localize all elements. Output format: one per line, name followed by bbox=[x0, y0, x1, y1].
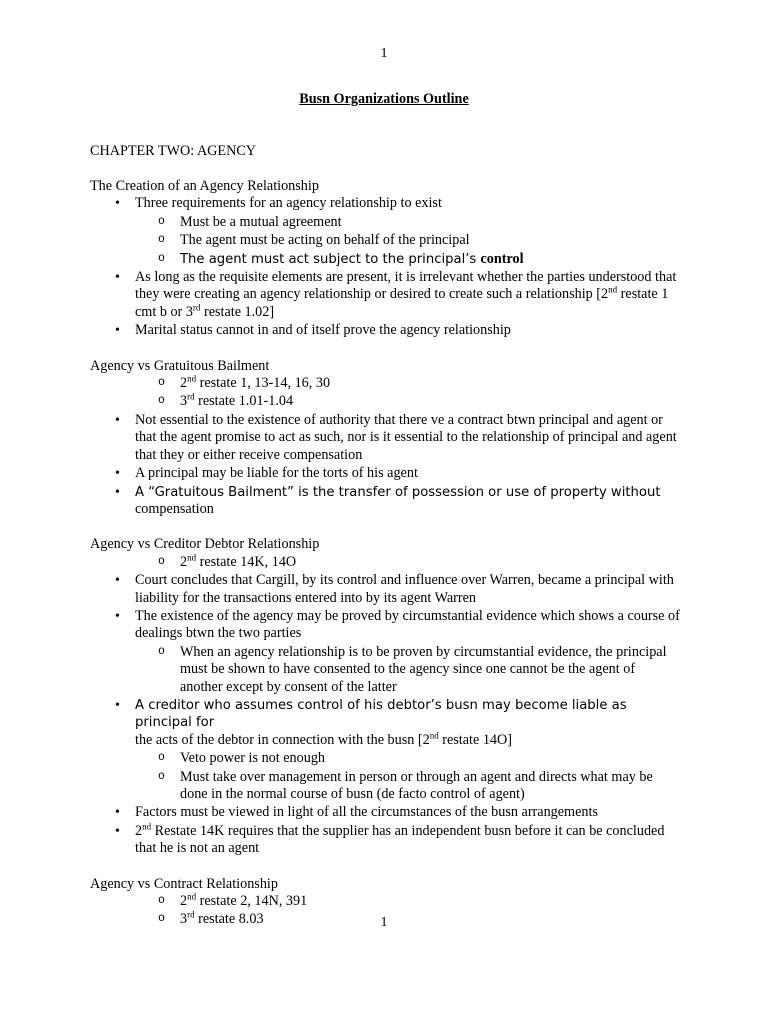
sub-list-item-text: 3 bbox=[180, 911, 188, 928]
list-item bbox=[90, 412, 680, 464]
superscript: rd bbox=[187, 909, 195, 920]
list-item-text: 2 bbox=[135, 822, 143, 839]
list-item-text: Three requirements for an agency relationship to exist bbox=[135, 195, 442, 212]
superscript: nd bbox=[429, 730, 439, 741]
superscript: nd bbox=[187, 891, 197, 902]
sub-list-item-text: restate 2, 14N, 391 bbox=[196, 893, 308, 910]
list-item-text: Factors must be viewed in light of all the circumstances of the busn arrangements bbox=[135, 804, 598, 821]
list-item-text: Marital status cannot in and of itself prove the agency relationship bbox=[135, 322, 511, 339]
sub-list-item bbox=[90, 769, 680, 804]
list-item-text: restate 14O] bbox=[438, 731, 512, 748]
page-number-bottom: 1 bbox=[380, 915, 388, 930]
section-heading-creditor-debtor: Agency vs Creditor Debtor Relationship bbox=[90, 536, 320, 553]
sub-list-item-text: 2 bbox=[180, 893, 188, 910]
sub-list-item-text: 2 bbox=[180, 553, 188, 570]
sub-list-item-text: The agent must be acting on behalf of the principal bbox=[180, 232, 470, 249]
section-heading-creation: The Creation of an Agency Relationship bbox=[90, 178, 319, 194]
list-item bbox=[90, 608, 680, 643]
superscript: nd bbox=[187, 551, 197, 562]
list-item bbox=[90, 823, 680, 858]
superscript: rd bbox=[187, 391, 195, 402]
list-item bbox=[90, 195, 680, 212]
list-item bbox=[90, 269, 680, 321]
list-item bbox=[90, 465, 680, 482]
outline-body bbox=[90, 178, 680, 930]
superscript: nd bbox=[142, 821, 152, 832]
sub-list-item bbox=[90, 375, 680, 392]
sub-list-item-text: Veto power is not enough bbox=[180, 750, 326, 767]
page-number-top: 1 bbox=[380, 46, 388, 61]
list-item bbox=[90, 322, 680, 339]
sub-list-item bbox=[90, 644, 680, 696]
chapter-heading: CHAPTER TWO: AGENCY bbox=[90, 143, 257, 159]
section-heading-bailment: Agency vs Gratuitous Bailment bbox=[90, 357, 270, 374]
list-item-text: restate 1 cmt b or 3 bbox=[135, 286, 669, 320]
list-item-text: Court concludes that Cargill, by its control and influence over Warren, became a principal with liability for the transactions entered into by its agent Warren bbox=[135, 572, 674, 606]
list-item-text: Not essential to the existence of authority that there ve a contract btwn principal and agent or that the agent promise to act as such, nor is it essential to the relationship of principal and agent that they or either receive compensation bbox=[135, 411, 677, 463]
list-item bbox=[90, 484, 680, 519]
list-item-text: compensation bbox=[135, 500, 214, 517]
sub-list-item bbox=[90, 232, 680, 249]
sub-list-item-text: 2 bbox=[180, 375, 188, 392]
section-list-creditor-debtor bbox=[90, 551, 680, 858]
section-list-bailment bbox=[90, 375, 680, 518]
sub-list-item-text: restate 8.03 bbox=[194, 911, 264, 928]
sub-list-item-text: Must take over management in person or through an agent and directs what may be done in the normal course of busn (de facto control of agent) bbox=[180, 768, 653, 802]
list-item-text: the acts of the debtor in connection with the busn [2 bbox=[135, 731, 430, 748]
sub-list-item bbox=[90, 750, 680, 767]
section-heading-contract: Agency vs Contract Relationship bbox=[90, 875, 278, 892]
list-item bbox=[90, 572, 680, 607]
sub-list-item-text: restate 14K, 14O bbox=[196, 553, 297, 570]
superscript: nd bbox=[608, 284, 618, 295]
list-item-text: A principal may be liable for the torts of his agent bbox=[135, 465, 418, 482]
sub-list-item-text: 3 bbox=[180, 393, 188, 410]
list-item-text: Restate 14K requires that the supplier has an independent busn before it can be concluded that he is not an agent bbox=[135, 822, 665, 857]
superscript: rd bbox=[192, 302, 201, 313]
sub-list-item-text: restate 1.01-1.04 bbox=[194, 393, 294, 410]
sub-list-item-text: restate 1, 13-14, 16, 30 bbox=[196, 375, 331, 392]
list-item-text: The existence of the agency may be proved by circumstantial evidence which shows a course of dealings btwn the two parties bbox=[135, 607, 680, 642]
list-item-text: restate 1.02] bbox=[200, 303, 275, 320]
sub-list-item-text: Must be a mutual agreement bbox=[180, 213, 342, 230]
emphasis-text: control bbox=[480, 250, 524, 267]
sub-list-item bbox=[90, 251, 680, 268]
list-item bbox=[90, 697, 680, 749]
list-item bbox=[90, 804, 680, 821]
list-item-text: As long as the requisite elements are present, it is irrelevant whether the parties understood that they were creating an agency relationship or desired to create such a relationship [2 bbox=[135, 269, 677, 303]
sub-list-item bbox=[90, 393, 680, 410]
list-item-text: A “Gratuitous Bailment” is the transfer of possession or use of property without bbox=[135, 484, 661, 500]
sub-list-item bbox=[90, 551, 680, 571]
list-item-text: A creditor who assumes control of his debtor’s busn may become liable as principal for bbox=[135, 697, 627, 731]
sub-list-item-text: The agent must act subject to the principal’s bbox=[180, 251, 481, 267]
superscript: nd bbox=[187, 373, 197, 384]
section-list-creation bbox=[90, 195, 680, 339]
document-title: Busn Organizations Outline bbox=[299, 91, 469, 107]
sub-list-item bbox=[90, 893, 680, 910]
sub-list-item bbox=[90, 214, 680, 231]
sub-list-item-text: When an agency relationship is to be proven by circumstantial evidence, the principal must be shown to have consented to the agency since one cannot be the agent of another except by consent of the latter bbox=[180, 643, 667, 695]
